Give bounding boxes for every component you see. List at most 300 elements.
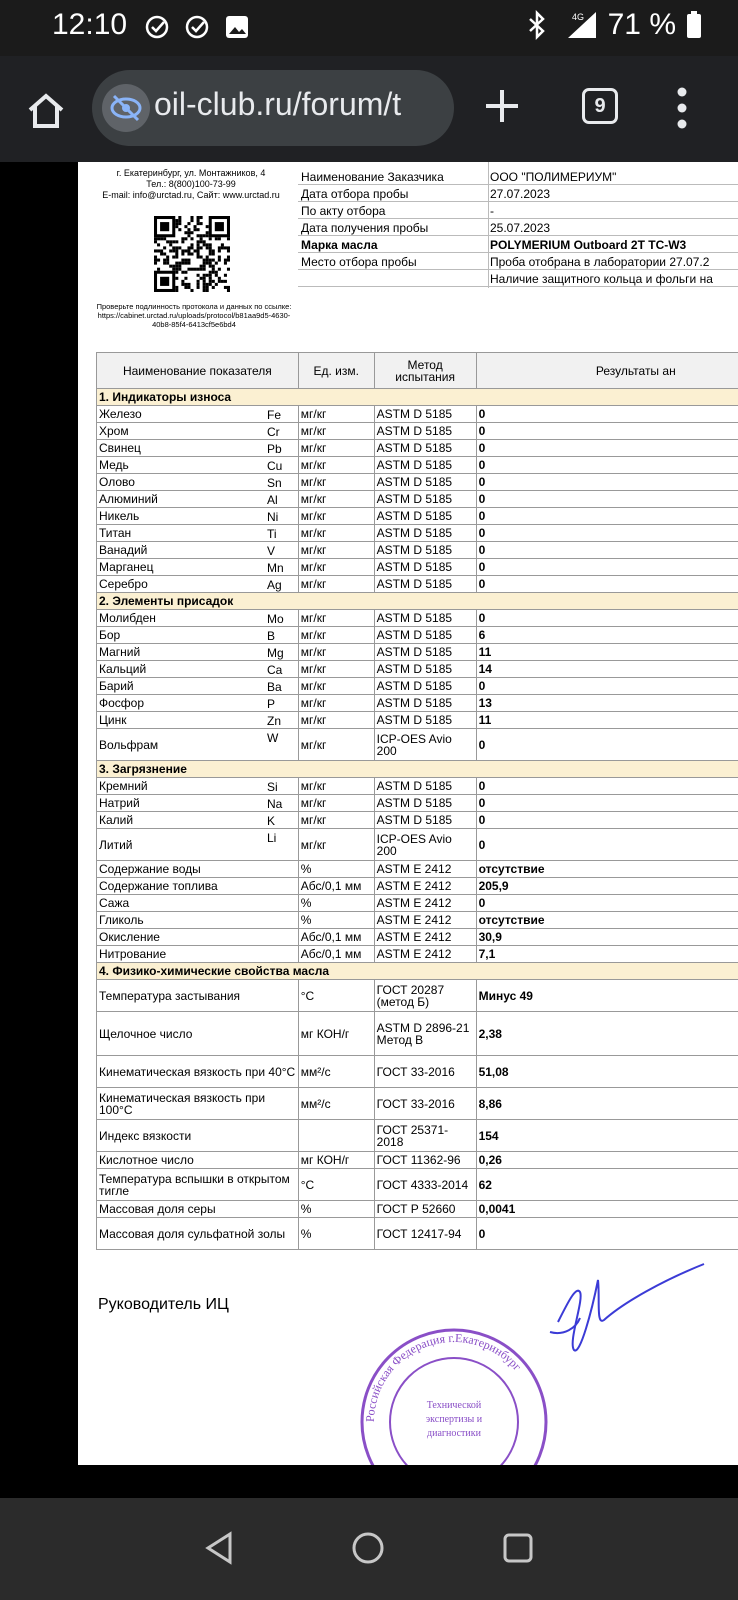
result-cell: 13 xyxy=(476,695,738,712)
unit-cell: мг/кг xyxy=(298,678,374,695)
unit-cell: мг/кг xyxy=(298,695,374,712)
qr-code xyxy=(154,216,230,292)
param-name: Серебро xyxy=(99,577,148,591)
param-name: Фосфор xyxy=(99,696,145,710)
result-cell: 0 xyxy=(476,729,738,761)
method-cell: ASTM D 5185 xyxy=(374,795,476,812)
unit-cell: Абс/0,1 мм xyxy=(298,946,374,963)
element-symbol: Fe xyxy=(267,408,282,422)
param-cell xyxy=(97,861,299,878)
param-name: Сажа xyxy=(99,896,130,910)
param-cell xyxy=(97,423,299,440)
section-row xyxy=(97,761,738,778)
result-cell: 0 xyxy=(476,406,738,423)
param-cell xyxy=(97,729,299,761)
privacy-icon[interactable] xyxy=(102,84,150,132)
element-symbol: Al xyxy=(267,493,278,507)
param-name: Железо xyxy=(99,407,142,421)
header-row xyxy=(298,253,738,270)
param-cell xyxy=(97,508,299,525)
result-cell: 0 xyxy=(476,795,738,812)
overflow-menu-icon[interactable] xyxy=(676,86,688,130)
result-cell: 2,38 xyxy=(476,1012,738,1056)
method-cell: ASTM D 5185 xyxy=(374,559,476,576)
network-type: 4G xyxy=(571,12,584,22)
unit-cell: мг/кг xyxy=(298,525,374,542)
element-symbol: Mo xyxy=(267,612,284,626)
param-cell xyxy=(97,980,299,1012)
header-row xyxy=(298,270,738,287)
param-cell xyxy=(97,712,299,729)
header-key: Марка масла xyxy=(301,238,378,252)
result-cell: Минус 49 xyxy=(476,980,738,1012)
method-cell: ГОСТ 11362-96 xyxy=(374,1152,476,1169)
method-cell: ASTM D 5185 xyxy=(374,491,476,508)
header-divider xyxy=(488,162,489,288)
result-cell: 0 xyxy=(476,542,738,559)
result-cell: 0,26 xyxy=(476,1152,738,1169)
table-row xyxy=(97,644,738,661)
element-symbol: Pb xyxy=(267,442,282,456)
param-cell xyxy=(97,406,299,423)
header-value: - xyxy=(490,204,494,218)
method-cell: ASTM D 5185 xyxy=(374,678,476,695)
param-cell xyxy=(97,829,299,861)
svg-text:экспертизы и: экспертизы и xyxy=(425,1414,483,1425)
result-cell: 0 xyxy=(476,559,738,576)
table-row xyxy=(97,778,738,795)
element-symbol: V xyxy=(267,544,276,558)
element-symbol: Sn xyxy=(267,476,282,490)
method-cell: ГОСТ 4333-2014 xyxy=(374,1169,476,1201)
section-title: 4. Физико-химические свойства масла xyxy=(97,963,738,980)
table-row xyxy=(97,542,738,559)
method-cell: ASTM D 5185 xyxy=(374,695,476,712)
param-cell xyxy=(97,878,299,895)
method-cell: ASTM E 2412 xyxy=(374,946,476,963)
unit-cell: мг/кг xyxy=(298,440,374,457)
result-cell: 205,9 xyxy=(476,878,738,895)
header-row xyxy=(298,185,738,202)
recents-icon[interactable] xyxy=(498,1528,538,1568)
table-row xyxy=(97,912,738,929)
table-row xyxy=(97,861,738,878)
header-row xyxy=(298,219,738,236)
svg-text:Технической: Технической xyxy=(426,1400,482,1411)
battery-icon xyxy=(686,11,702,39)
param-cell xyxy=(97,559,299,576)
system-nav-bar xyxy=(0,1498,738,1600)
lab-address: г. Екатеринбург, ул. Монтажников, 4 xyxy=(116,168,266,178)
result-cell: 7,1 xyxy=(476,946,738,963)
table-row xyxy=(97,423,738,440)
table-row xyxy=(97,1152,738,1169)
param-cell xyxy=(97,1120,299,1152)
param-cell xyxy=(97,929,299,946)
param-name: Хром xyxy=(99,424,129,438)
method-cell: ICP-OES Avio 200 xyxy=(374,829,476,861)
param-name: Температура вспышки в открытом тигле xyxy=(99,1171,290,1198)
header-row xyxy=(298,168,738,185)
method-cell: ГОСТ 33-2016 xyxy=(374,1056,476,1088)
table-row xyxy=(97,1120,738,1152)
table-row xyxy=(97,1218,738,1250)
col-unit: Ед. изм. xyxy=(298,353,374,389)
table-row xyxy=(97,929,738,946)
param-cell xyxy=(97,525,299,542)
unit-cell: мг/кг xyxy=(298,627,374,644)
header-value: 25.07.2023 xyxy=(490,221,551,235)
method-cell: ASTM E 2412 xyxy=(374,878,476,895)
result-cell: 154 xyxy=(476,1120,738,1152)
image-icon xyxy=(224,14,250,40)
unit-cell: мг/кг xyxy=(298,406,374,423)
table-row xyxy=(97,576,738,593)
header-key: Дата получения пробы xyxy=(301,221,429,235)
header-key: Дата отбора пробы xyxy=(301,187,409,201)
result-cell: 51,08 xyxy=(476,1056,738,1088)
element-symbol: Si xyxy=(267,780,278,794)
param-cell xyxy=(97,1012,299,1056)
param-name: Марганец xyxy=(99,560,154,574)
result-cell: отсутствие xyxy=(476,861,738,878)
table-row xyxy=(97,712,738,729)
bluetooth-icon xyxy=(526,10,548,40)
result-cell: 0 xyxy=(476,440,738,457)
status-time: 12:10 xyxy=(52,8,128,41)
unit-cell: % xyxy=(298,895,374,912)
signature-label: Руководитель ИЦ xyxy=(98,1296,229,1313)
element-symbol: Cr xyxy=(267,425,280,439)
section-title: 1. Индикаторы износа xyxy=(97,389,738,406)
table-row xyxy=(97,1169,738,1201)
table-row xyxy=(97,457,738,474)
param-name: Массовая доля сульфатной золы xyxy=(99,1226,286,1241)
result-cell: 0 xyxy=(476,423,738,440)
method-cell: ASTM D 5185 xyxy=(374,712,476,729)
param-name: Калий xyxy=(99,813,134,827)
home-icon[interactable] xyxy=(24,88,68,132)
result-cell: 0 xyxy=(476,525,738,542)
unit-cell: мг/кг xyxy=(298,829,374,861)
element-symbol: Cu xyxy=(267,459,283,473)
element-symbol: P xyxy=(267,697,276,711)
result-cell: 6 xyxy=(476,627,738,644)
section-row xyxy=(97,389,738,406)
param-name: Титан xyxy=(99,526,132,540)
param-cell xyxy=(97,1056,299,1088)
signal-icon xyxy=(558,10,598,40)
result-cell: 0 xyxy=(476,895,738,912)
param-cell xyxy=(97,1088,299,1120)
param-cell xyxy=(97,627,299,644)
method-cell: ГОСТ 33-2016 xyxy=(374,1088,476,1120)
table-row xyxy=(97,491,738,508)
section-title: 2. Элементы присадок xyxy=(97,593,738,610)
result-cell: 0 xyxy=(476,457,738,474)
verify-note: Проверьте подлинность протокола и данных по ссылке: https://cabinet.urctad.ru/uploads/protocol/b81aa9d5-4630-40b8-85f4-6413cf5e6bd4 xyxy=(96,302,292,329)
param-name: Кислотное число xyxy=(99,1153,194,1167)
param-name: Олово xyxy=(99,475,135,489)
table-row xyxy=(97,1088,738,1120)
browser-toolbar xyxy=(0,56,738,162)
col-result: Результаты ан xyxy=(476,353,738,389)
unit-cell: мг/кг xyxy=(298,508,374,525)
unit-cell: мг/кг xyxy=(298,576,374,593)
col-method: Метод испытания xyxy=(374,353,476,389)
result-cell: 0 xyxy=(476,508,738,525)
result-cell: 0 xyxy=(476,576,738,593)
method-cell: ASTM D 5185 xyxy=(374,440,476,457)
header-row xyxy=(298,202,738,219)
param-cell xyxy=(97,946,299,963)
element-symbol: Ti xyxy=(267,527,277,541)
unit-cell: мг КОН/г xyxy=(298,1152,374,1169)
unit-cell: мг/кг xyxy=(298,812,374,829)
unit-cell: мг/кг xyxy=(298,778,374,795)
param-name: Бор xyxy=(99,628,121,642)
table-row xyxy=(97,559,738,576)
method-cell: ГОСТ Р 52660 xyxy=(374,1201,476,1218)
header-value: Наличие защитного кольца и фольги на xyxy=(490,272,713,286)
table-row xyxy=(97,895,738,912)
param-name: Никель xyxy=(99,509,140,523)
param-cell xyxy=(97,661,299,678)
param-cell xyxy=(97,1152,299,1169)
unit-cell xyxy=(298,1120,374,1152)
unit-cell: мг/кг xyxy=(298,644,374,661)
lab-email: E-mail: info@urctad.ru, Сайт: www.urctad.ru xyxy=(102,190,280,200)
unit-cell: мг/кг xyxy=(298,491,374,508)
table-row xyxy=(97,946,738,963)
method-cell: ASTM E 2412 xyxy=(374,895,476,912)
table-row xyxy=(97,440,738,457)
result-cell: 0,0041 xyxy=(476,1201,738,1218)
table-row xyxy=(97,980,738,1012)
result-cell: 0 xyxy=(476,610,738,627)
result-cell: 0 xyxy=(476,474,738,491)
method-cell: ASTM D 5185 xyxy=(374,644,476,661)
method-cell: ASTM D 5185 xyxy=(374,457,476,474)
result-cell: отсутствие xyxy=(476,912,738,929)
element-symbol: Ni xyxy=(267,510,279,524)
param-name: Щелочное число xyxy=(99,1026,193,1041)
table-row xyxy=(97,508,738,525)
param-cell xyxy=(97,912,299,929)
table-row xyxy=(97,627,738,644)
method-cell: ГОСТ 12417-94 xyxy=(374,1218,476,1250)
header-value: Проба отобрана в лаборатории 27.07.2 xyxy=(490,255,710,269)
table-row xyxy=(97,812,738,829)
svg-text:диагностики: диагностики xyxy=(427,1428,481,1439)
param-cell xyxy=(97,795,299,812)
result-cell: 62 xyxy=(476,1169,738,1201)
result-cell: 0 xyxy=(476,1218,738,1250)
unit-cell: мг/кг xyxy=(298,729,374,761)
result-cell: 11 xyxy=(476,644,738,661)
method-cell: ASTM E 2412 xyxy=(374,912,476,929)
param-cell xyxy=(97,678,299,695)
method-cell: ASTM D 5185 xyxy=(374,542,476,559)
param-cell xyxy=(97,610,299,627)
lab-phone: Тел.: 8(800)100-73-99 xyxy=(146,179,236,189)
battery-percent: 71 % xyxy=(607,8,676,41)
element-symbol: Na xyxy=(267,797,283,811)
unit-cell: мг/кг xyxy=(298,610,374,627)
unit-cell: мг/кг xyxy=(298,712,374,729)
element-symbol: Zn xyxy=(267,714,282,728)
unit-cell: мг/кг xyxy=(298,559,374,576)
param-name: Кинематическая вязкость при 100°С xyxy=(99,1090,266,1117)
param-cell xyxy=(97,440,299,457)
table-row xyxy=(97,829,738,861)
param-cell xyxy=(97,1169,299,1201)
url-text[interactable]: oil-club.ru/forum/t xyxy=(154,86,402,122)
param-name: Алюминий xyxy=(99,492,158,506)
header-value: 27.07.2023 xyxy=(490,187,551,201)
param-cell xyxy=(97,457,299,474)
header-value: ООО "ПОЛИМЕРИУМ" xyxy=(490,170,617,184)
param-name: Массовая доля серы xyxy=(99,1202,216,1216)
table-row xyxy=(97,474,738,491)
method-cell: ASTM D 5185 xyxy=(374,778,476,795)
element-symbol: Mn xyxy=(267,561,284,575)
result-cell: 0 xyxy=(476,829,738,861)
unit-cell: мм²/с xyxy=(298,1056,374,1088)
method-cell: ASTM D 5185 xyxy=(374,661,476,678)
result-cell: 0 xyxy=(476,678,738,695)
param-name: Медь xyxy=(99,458,129,472)
header-key: По акту отбора xyxy=(301,204,386,218)
param-name: Содержание воды xyxy=(99,862,201,876)
param-cell xyxy=(97,1218,299,1250)
unit-cell: мг/кг xyxy=(298,457,374,474)
param-name: Содержание топлива xyxy=(99,879,218,893)
results-table xyxy=(96,352,738,1250)
param-name: Кинематическая вязкость при 40°С xyxy=(99,1064,296,1079)
param-name: Магний xyxy=(99,645,141,659)
unit-cell: % xyxy=(298,1201,374,1218)
new-tab-icon[interactable] xyxy=(482,86,522,126)
table-row xyxy=(97,878,738,895)
header-row xyxy=(298,236,738,253)
unit-cell: Абс/0,1 мм xyxy=(298,878,374,895)
home-nav-icon[interactable] xyxy=(348,1528,388,1568)
result-cell: 14 xyxy=(476,661,738,678)
check-circle-icon xyxy=(184,14,210,40)
param-name: Свинец xyxy=(99,441,141,455)
header-key: Место отбора пробы xyxy=(301,255,417,269)
unit-cell: °С xyxy=(298,1169,374,1201)
method-cell: ASTM D 5185 xyxy=(374,508,476,525)
method-cell: ASTM E 2412 xyxy=(374,929,476,946)
param-cell xyxy=(97,812,299,829)
param-cell xyxy=(97,778,299,795)
header-value: POLYMERIUM Outboard 2T TC-W3 xyxy=(490,238,687,252)
tab-switcher-button[interactable]: 9 xyxy=(582,88,618,124)
table-row xyxy=(97,1201,738,1218)
param-cell xyxy=(97,491,299,508)
param-name: Натрий xyxy=(99,796,140,810)
method-cell: ASTM D 2896-21 Метод B xyxy=(374,1012,476,1056)
table-row xyxy=(97,406,738,423)
element-symbol: K xyxy=(267,814,276,828)
unit-cell: мг/кг xyxy=(298,661,374,678)
method-cell: ASTM D 5185 xyxy=(374,525,476,542)
result-cell: 0 xyxy=(476,491,738,508)
unit-cell: мг/кг xyxy=(298,474,374,491)
lab-report-document xyxy=(78,162,738,1465)
element-symbol: Ag xyxy=(267,578,282,592)
element-symbol: W xyxy=(267,731,279,745)
handwritten-signature xyxy=(538,1262,708,1372)
param-name: Гликоль xyxy=(99,913,144,927)
method-cell: ASTM D 5185 xyxy=(374,423,476,440)
param-name: Литий xyxy=(99,837,133,852)
unit-cell: Абс/0,1 мм xyxy=(298,929,374,946)
table-row xyxy=(97,695,738,712)
section-row xyxy=(97,593,738,610)
unit-cell: % xyxy=(298,1218,374,1250)
param-name: Кальций xyxy=(99,662,147,676)
element-symbol: Mg xyxy=(267,646,284,660)
param-name: Ванадий xyxy=(99,543,148,557)
param-cell xyxy=(97,576,299,593)
param-name: Температура застывания xyxy=(99,988,241,1003)
method-cell: ГОСТ 20287 (метод Б) xyxy=(374,980,476,1012)
param-name: Вольфрам xyxy=(99,737,159,752)
section-row xyxy=(97,963,738,980)
param-cell xyxy=(97,1201,299,1218)
param-name: Барий xyxy=(99,679,134,693)
method-cell: ASTM D 5185 xyxy=(374,812,476,829)
method-cell: ASTM D 5185 xyxy=(374,406,476,423)
param-name: Окисление xyxy=(99,930,160,944)
method-cell: ГОСТ 25371-2018 xyxy=(374,1120,476,1152)
status-bar xyxy=(0,0,738,56)
element-symbol: B xyxy=(267,629,276,643)
table-row xyxy=(97,1012,738,1056)
section-title: 3. Загрязнение xyxy=(97,761,738,778)
unit-cell: мг/кг xyxy=(298,423,374,440)
result-cell: 30,9 xyxy=(476,929,738,946)
back-icon[interactable] xyxy=(200,1528,240,1568)
table-row xyxy=(97,610,738,627)
address-bar[interactable] xyxy=(92,70,454,146)
table-row xyxy=(97,678,738,695)
table-row xyxy=(97,729,738,761)
param-cell xyxy=(97,542,299,559)
param-cell xyxy=(97,695,299,712)
web-page[interactable] xyxy=(0,162,738,1498)
header-key: Наименование Заказчика xyxy=(301,170,444,184)
method-cell: ICP-OES Avio 200 xyxy=(374,729,476,761)
svg-text:Российская Федерация г.Екатери: Российская Федерация г.Екатеринбург xyxy=(362,1330,525,1423)
element-symbol: Ba xyxy=(267,680,282,694)
col-name: Наименование показателя xyxy=(97,353,299,389)
table-row xyxy=(97,1056,738,1088)
result-cell: 0 xyxy=(476,778,738,795)
param-name: Индекс вязкости xyxy=(99,1128,192,1143)
check-circle-icon xyxy=(144,14,170,40)
unit-cell: мг КОН/г xyxy=(298,1012,374,1056)
table-row xyxy=(97,661,738,678)
param-name: Кремний xyxy=(99,779,148,793)
param-name: Молибден xyxy=(99,611,156,625)
unit-cell: мг/кг xyxy=(298,542,374,559)
result-cell: 0 xyxy=(476,812,738,829)
method-cell: ASTM D 5185 xyxy=(374,627,476,644)
